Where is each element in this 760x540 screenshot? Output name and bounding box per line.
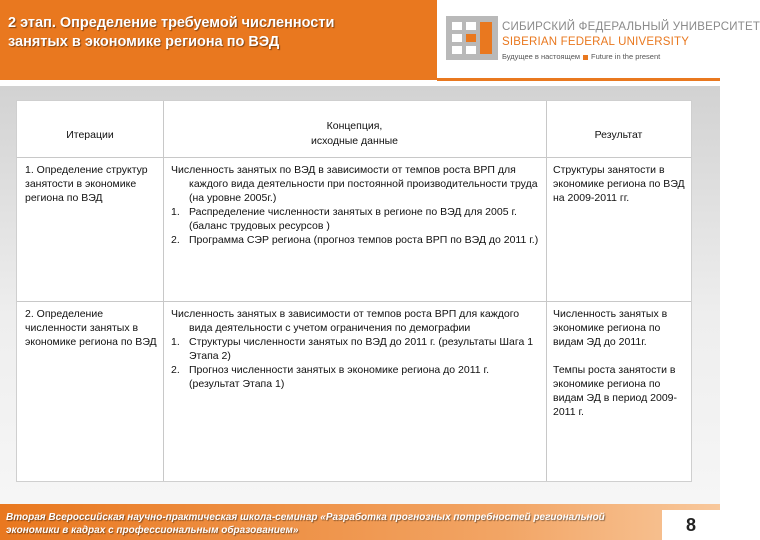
university-emblem-icon bbox=[446, 16, 498, 60]
row2-concept-item-2-text: Прогноз численности занятых в экономике региона до 2011 г. (результат Этапа 1) bbox=[189, 364, 490, 390]
row2-result-2: Темпы роста занятости в экономике региона по видам ЭД в период 2009-2011 г. bbox=[553, 364, 678, 418]
row1-iteration: 1. Определение структур занятости в экономике региона по ВЭД bbox=[25, 164, 148, 204]
iterations-table bbox=[16, 100, 692, 482]
header-concept-line-2: исходные данные bbox=[310, 135, 399, 147]
row2-concept-lead: Численность занятых в зависимости от темпов роста ВРП для каждого вида деятельности с учетом ограничения по демографии bbox=[171, 308, 520, 334]
row2-concept bbox=[171, 307, 541, 391]
logo-name-en: SIBERIAN FEDERAL UNIVERSITY bbox=[502, 36, 690, 48]
row1-concept-item-1-text: Распределение численности занятых в регионе по ВЭД для 2005 г. (баланс трудовых ресурсов ) bbox=[189, 206, 517, 232]
row-divider bbox=[17, 157, 691, 158]
footer-bar bbox=[0, 504, 720, 540]
footer-text: Вторая Всероссийская научно-практическая школа-семинар «Разработка прогнозных потребностей региональной экономики в кадрах с профессиональным образованием» bbox=[6, 512, 605, 536]
row2-concept-item-2 bbox=[171, 363, 541, 391]
row2-concept-item-1-number: 1. bbox=[171, 336, 180, 348]
row1-result: Структуры занятости в экономике региона по ВЭД на 2009-2011 гг. bbox=[553, 164, 685, 204]
header-accent-line bbox=[437, 78, 720, 81]
row2-iteration: 2. Определение численности занятых в экономике региона по ВЭД bbox=[25, 308, 157, 348]
row2-result bbox=[553, 307, 687, 419]
header-concept bbox=[163, 119, 546, 149]
header-iterations: Итерации bbox=[66, 129, 114, 141]
row1-concept bbox=[171, 163, 541, 247]
row1-concept-item-1 bbox=[171, 205, 541, 233]
column-divider bbox=[163, 101, 164, 481]
slogan-ru: Будущее в настоящем bbox=[502, 52, 581, 61]
row1-concept-item-1-number: 1. bbox=[171, 206, 180, 218]
page-number: 8 bbox=[685, 515, 696, 535]
slogan-en: Future in the present bbox=[591, 52, 661, 61]
university-logo bbox=[446, 12, 760, 72]
row1-concept-item-2-text: Программа СЭР региона (прогноз темпов роста ВРП по ВЭД до 2011 г.) bbox=[189, 234, 539, 246]
row1-concept-item-2-number: 2. bbox=[171, 234, 180, 246]
row-divider bbox=[17, 301, 691, 302]
row1-concept-item-2 bbox=[171, 233, 541, 247]
header-concept-line-1: Концепция, bbox=[326, 120, 383, 132]
slide-title bbox=[8, 14, 428, 52]
header-result: Результат bbox=[594, 129, 643, 141]
row2-result-1: Численность занятых в экономике региона по видам ЭД до 2011г. bbox=[553, 308, 668, 348]
slide-title-line-1: 2 этап. Определение требуемой численности bbox=[8, 15, 335, 31]
slogan-separator-icon bbox=[583, 55, 588, 60]
row1-concept-lead: Численность занятых по ВЭД в зависимости от темпов роста ВРП для каждого вида деятельности при постоянной производительности труда (на уровне 2005г.) bbox=[171, 164, 538, 204]
slide-title-line-2: занятых в экономике региона по ВЭД bbox=[8, 34, 280, 50]
row2-concept-item-2-number: 2. bbox=[171, 364, 180, 376]
row2-concept-item-1 bbox=[171, 335, 541, 363]
logo-slogan bbox=[502, 52, 660, 61]
logo-name-ru: СИБИРСКИЙ ФЕДЕРАЛЬНЫЙ УНИВЕРСИТЕТ bbox=[502, 21, 760, 33]
column-divider bbox=[546, 101, 547, 481]
row2-concept-item-1-text: Структуры численности занятых по ВЭД до 2011 г. (результаты Шага 1 Этапа 2) bbox=[189, 336, 534, 362]
